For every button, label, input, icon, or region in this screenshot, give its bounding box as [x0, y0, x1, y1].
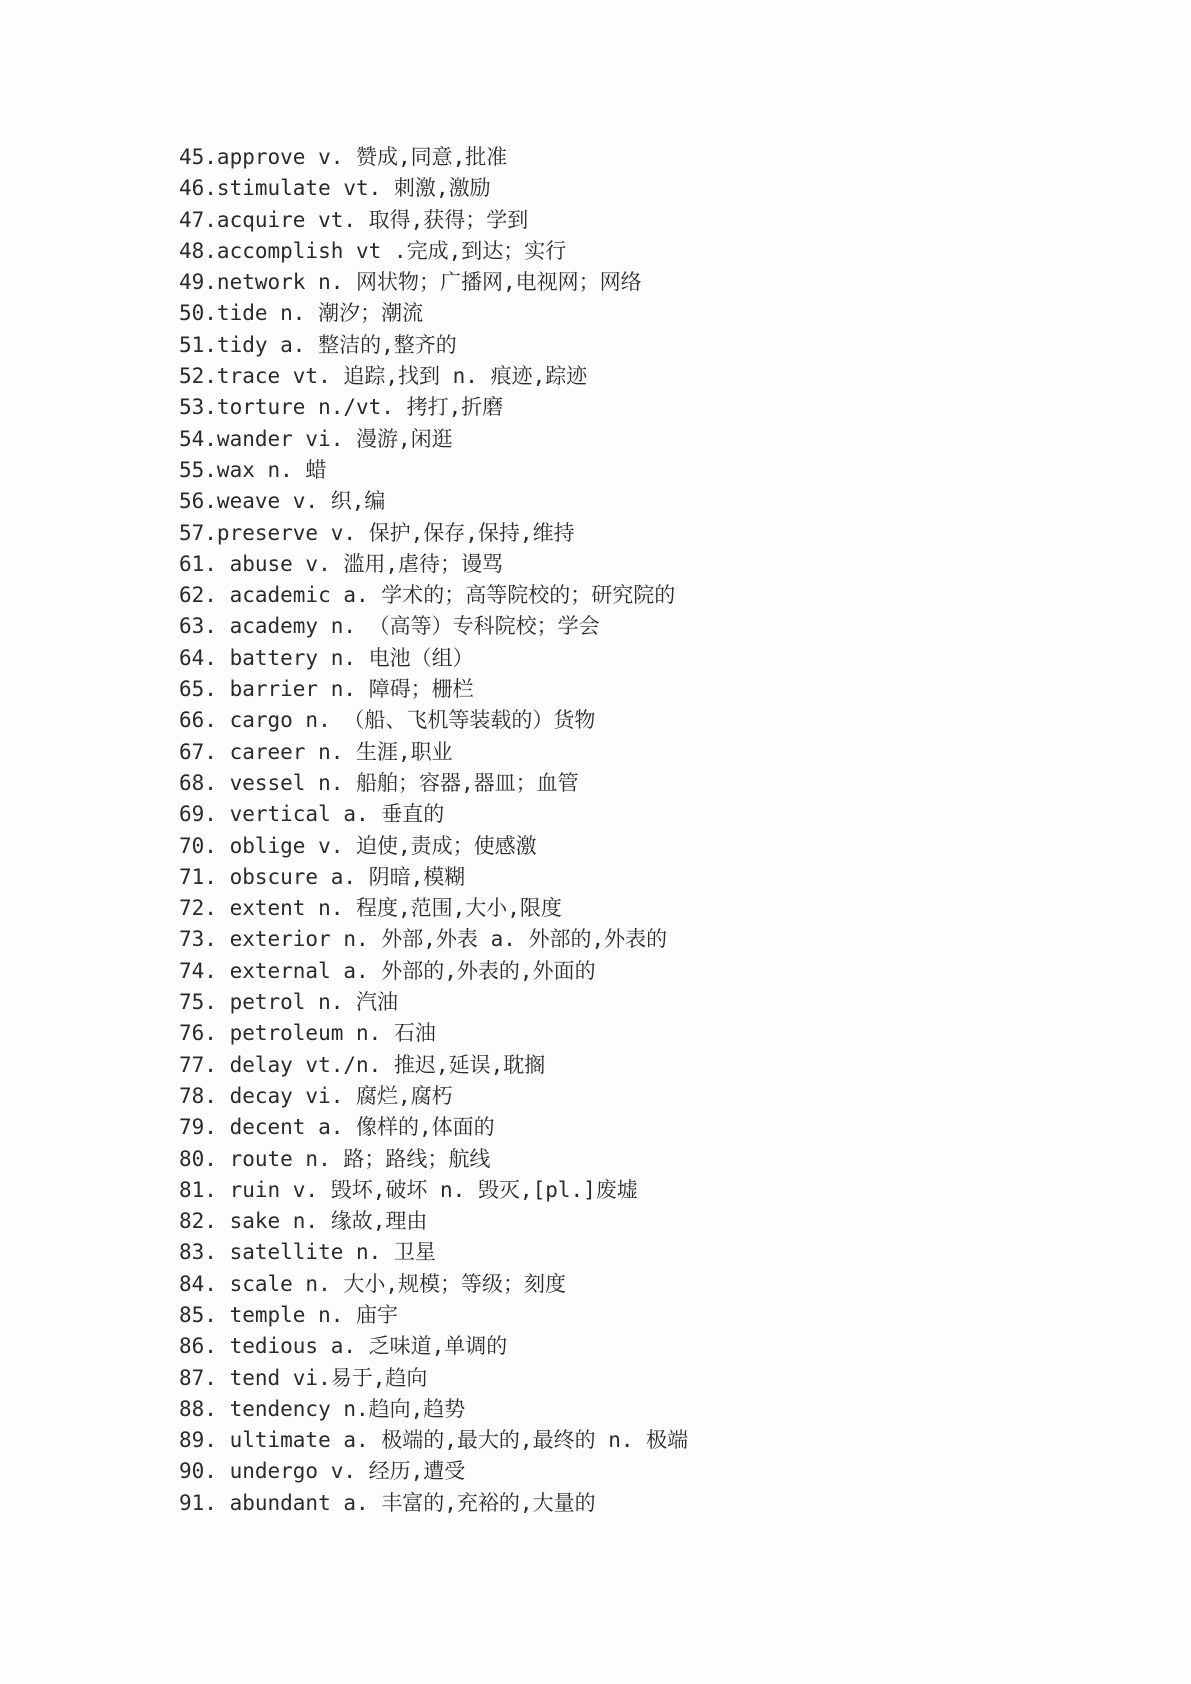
vocab-entry: 56.weave v. 织,编 [179, 489, 386, 514]
vocab-entry: 81. ruin v. 毁坏,破坏 n. 毁灭,[pl.]废墟 [179, 1177, 638, 1202]
vocab-entry: 50.tide n. 潮汐；潮流 [179, 301, 424, 326]
vocab-entry: 91. abundant a. 丰富的,充裕的,大量的 [179, 1490, 596, 1515]
vocab-entry: 78. decay vi. 腐烂,腐朽 [179, 1083, 453, 1108]
vocab-entry: 49.network n. 网状物；广播网,电视网；网络 [179, 270, 642, 295]
vocab-entry: 57.preserve v. 保护,保存,保持,维持 [179, 520, 575, 545]
vocab-entry: 89. ultimate a. 极端的,最大的,最终的 n. 极端 [179, 1428, 689, 1453]
vocabulary-list [179, 142, 688, 1519]
vocab-entry: 79. decent a. 像样的,体面的 [179, 1115, 495, 1140]
vocab-entry: 46.stimulate vt. 刺激,激励 [179, 176, 491, 201]
vocab-entry: 82. sake n. 缘故,理由 [179, 1209, 428, 1234]
vocab-entry: 87. tend vi.易于,趋向 [179, 1365, 428, 1390]
vocab-entry: 67. career n. 生涯,职业 [179, 739, 453, 764]
vocab-entry: 75. petrol n. 汽油 [179, 990, 399, 1015]
vocab-entry: 85. temple n. 庙宇 [179, 1302, 399, 1327]
vocab-entry: 90. undergo v. 经历,遭受 [179, 1459, 466, 1484]
vocab-entry: 72. extent n. 程度,范围,大小,限度 [179, 896, 562, 921]
vocab-entry: 84. scale n. 大小,规模；等级；刻度 [179, 1271, 567, 1296]
vocab-entry: 66. cargo n. （船、飞机等装载的）货物 [179, 708, 596, 733]
vocab-entry: 73. exterior n. 外部,外表 a. 外部的,外表的 [179, 927, 668, 952]
vocab-entry: 55.wax n. 蜡 [179, 457, 327, 482]
vocab-entry: 80. route n. 路；路线；航线 [179, 1146, 491, 1171]
vocab-entry: 69. vertical a. 垂直的 [179, 802, 445, 827]
vocab-entry: 52.trace vt. 追踪,找到 n. 痕迹,踪迹 [179, 364, 588, 389]
vocab-entry: 47.acquire vt. 取得,获得；学到 [179, 207, 529, 232]
vocab-entry: 76. petroleum n. 石油 [179, 1021, 436, 1046]
vocab-entry: 65. barrier n. 障碍；栅栏 [179, 677, 474, 702]
vocab-entry: 51.tidy a. 整洁的,整齐的 [179, 332, 457, 357]
vocab-entry: 86. tedious a. 乏味道,单调的 [179, 1334, 508, 1359]
vocab-entry: 53.torture n./vt. 拷打,折磨 [179, 395, 504, 420]
vocab-entry: 45.approve v. 赞成,同意,批准 [179, 145, 508, 169]
vocab-entry: 68. vessel n. 船舶；容器,器皿；血管 [179, 770, 579, 795]
vocab-entry: 77. delay vt./n. 推迟,延误,耽搁 [179, 1052, 546, 1077]
vocab-entry: 54.wander vi. 漫游,闲逛 [179, 426, 453, 451]
vocab-entry: 63. academy n. （高等）专科院校；学会 [179, 614, 600, 639]
vocab-entry: 70. oblige v. 迫使,责成；使感激 [179, 833, 537, 858]
vocab-entry: 64. battery n. 电池（组） [179, 645, 474, 670]
vocab-entry: 74. external a. 外部的,外表的,外面的 [179, 958, 596, 983]
vocab-entry: 83. satellite n. 卫星 [179, 1240, 436, 1265]
vocab-entry: 71. obscure a. 阴暗,模糊 [179, 864, 466, 889]
vocab-entry: 61. abuse v. 滥用,虐待；谩骂 [179, 551, 504, 576]
vocab-entry: 88. tendency n.趋向,趋势 [179, 1396, 466, 1421]
vocab-entry: 48.accomplish vt .完成,到达；实行 [179, 238, 567, 263]
vocab-entry: 62. academic a. 学术的；高等院校的；研究院的 [179, 583, 676, 608]
